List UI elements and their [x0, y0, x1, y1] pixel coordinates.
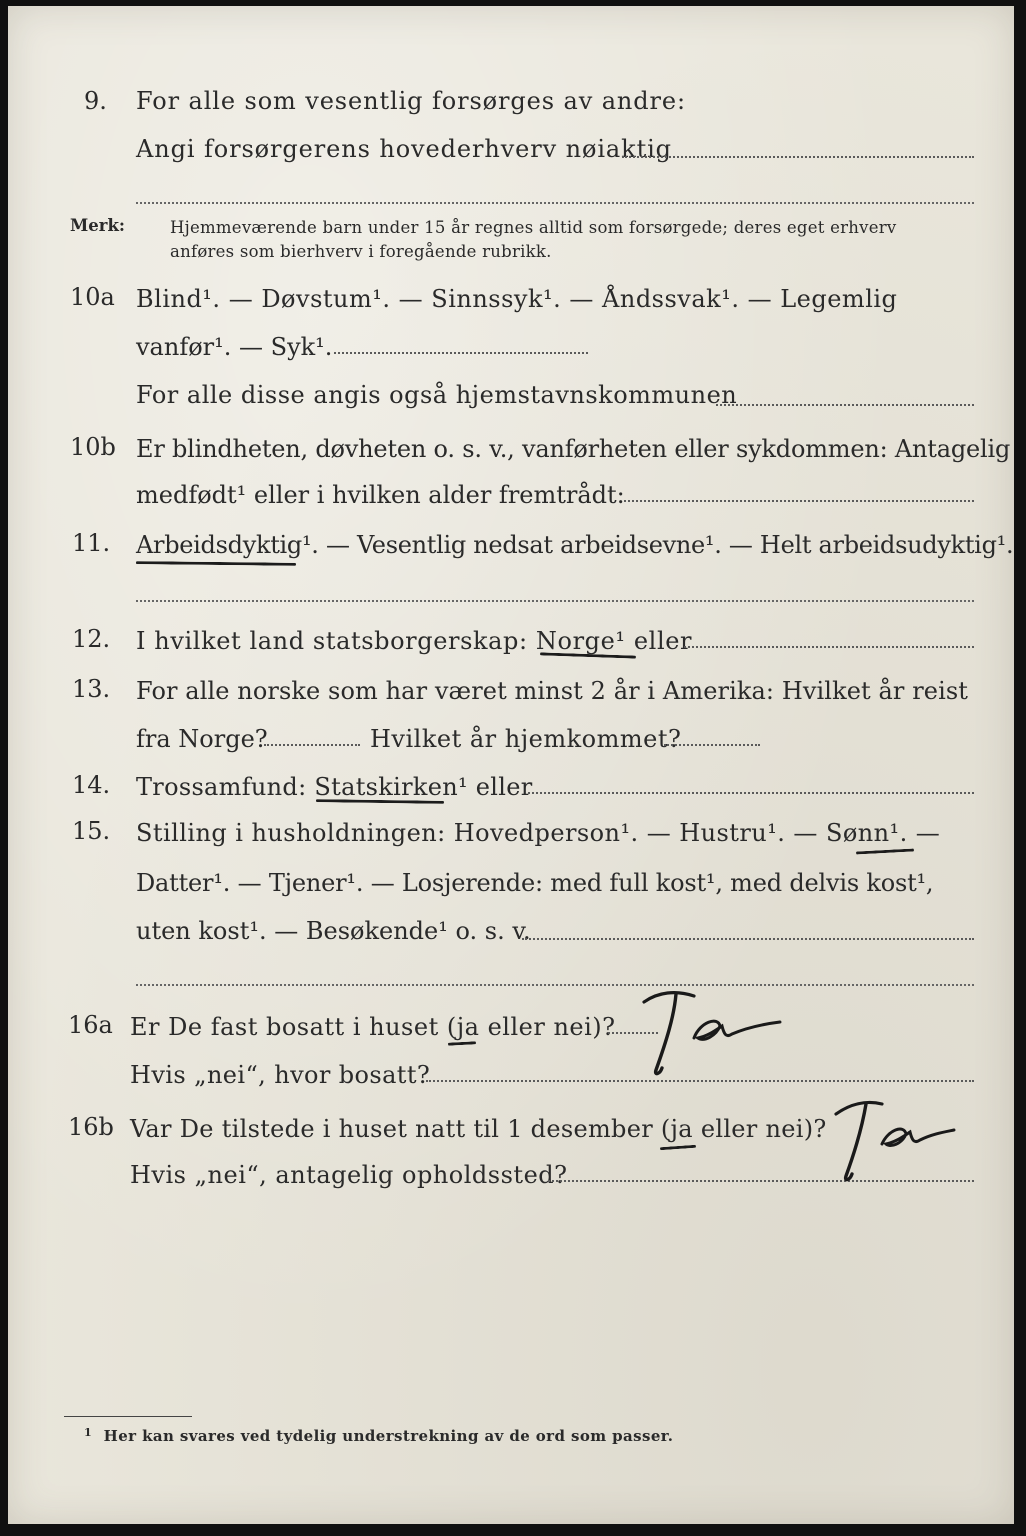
underline-sonn [856, 848, 914, 854]
item-10a-answer-line[interactable] [334, 352, 588, 354]
item-15-number: 15. [72, 817, 111, 845]
item-9-extra-line[interactable] [136, 202, 974, 204]
item-15-extra-line[interactable] [136, 984, 974, 986]
item-16a-number: 16a [68, 1011, 113, 1039]
footnote [84, 1426, 673, 1445]
item-16a-line-2: Hvis „nei“, hvor bosatt? [130, 1061, 431, 1089]
footnote-text: Her kan svares ved tydelig understrekning av de ord som passer. [103, 1427, 674, 1445]
item-16b-number: 16b [68, 1113, 114, 1141]
item-9-line-2: Angi forsørgerens hovederhverv nøiaktig [136, 135, 672, 163]
item-14-line-1: Trossamfund: Statskirken¹ eller [136, 773, 533, 801]
item-14-answer-line[interactable] [528, 792, 974, 794]
item-12-line-1: I hvilket land statsborgerskap: Norge¹ eller [136, 627, 693, 655]
item-13-returned-line[interactable] [664, 744, 760, 746]
item-15-line-1: Stilling i husholdningen: Hovedperson¹. — Hustru¹. — Sønn¹. — [136, 819, 941, 847]
item-9-number: 9. [84, 87, 107, 115]
item-13-line-2a: fra Norge? [136, 725, 268, 753]
item-10a-number: 10a [70, 283, 115, 311]
item-11-extra-line[interactable] [136, 600, 974, 602]
item-16a-line-1: Er De fast bosatt i huset (ja eller nei)? [130, 1013, 616, 1041]
item-11-line-1: Arbeidsdyktig¹. — Vesentlig nedsat arbeidsevne¹. — Helt arbeidsudyktig¹. [136, 531, 1014, 559]
item-10a-line-2: vanfør¹. — Syk¹. [136, 333, 333, 361]
item-10a-line-3: For alle disse angis også hjemstavnskommunen [136, 381, 738, 409]
footnote-mark: 1 [84, 1426, 92, 1439]
merk-line-2: anføres som bierhverv i foregående rubrikk. [170, 242, 552, 261]
item-10b-line-2: medfødt¹ eller i hvilken alder fremtrådt: [136, 481, 625, 509]
merk-line-1: Hjemmeværende barn under 15 år regnes alltid som forsørgede; deres eget erhverv [170, 218, 897, 237]
item-13-left-norway-line[interactable] [264, 744, 360, 746]
census-form-page [8, 6, 1014, 1524]
underline-arbeidsdyktig [136, 561, 296, 566]
item-13-line-2b: Hvilket år hjemkommet? [370, 725, 682, 753]
item-10b-answer-line[interactable] [624, 500, 974, 502]
item-9-answer-line[interactable] [622, 156, 974, 158]
item-16b-line-2: Hvis „nei“, antagelig opholdssted? [130, 1161, 568, 1189]
item-13-line-1: For alle norske som har været minst 2 år i Amerika: Hvilket år reist [136, 677, 969, 705]
item-16b-line-1: Var De tilstede i huset natt til 1 desember (ja eller nei)? [130, 1115, 827, 1143]
item-14-number: 14. [72, 771, 111, 799]
item-15-line-2: Datter¹. — Tjener¹. — Losjerende: med full kost¹, med delvis kost¹, [136, 869, 934, 897]
item-12-number: 12. [72, 625, 111, 653]
item-10b-line-1: Er blindheten, døvheten o. s. v., vanførheten eller sykdommen: Antagelig [136, 435, 1011, 463]
footnote-rule [64, 1416, 192, 1417]
item-10b-number: 10b [70, 433, 116, 461]
merk-label: Merk: [70, 216, 125, 235]
underline-16a-ja [448, 1041, 476, 1045]
item-15-line-3: uten kost¹. — Besøkende¹ o. s. v. [136, 917, 531, 945]
underline-statskirken [316, 799, 444, 804]
item-9-line-1: For alle som vesentlig forsørges av andre: [136, 87, 687, 115]
item-13-number: 13. [72, 675, 111, 703]
item-10a-line-1: Blind¹. — Døvstum¹. — Sinnssyk¹. — Åndssvak¹. — Legemlig [136, 285, 898, 313]
handwritten-answer-16a [636, 982, 786, 1082]
item-12-answer-line[interactable] [684, 646, 974, 648]
item-11-number: 11. [72, 529, 111, 557]
item-10a-hometown-line[interactable] [716, 404, 974, 406]
underline-16b-ja [660, 1145, 696, 1151]
item-15-answer-line[interactable] [522, 938, 974, 940]
handwritten-answer-16b [826, 1088, 976, 1188]
